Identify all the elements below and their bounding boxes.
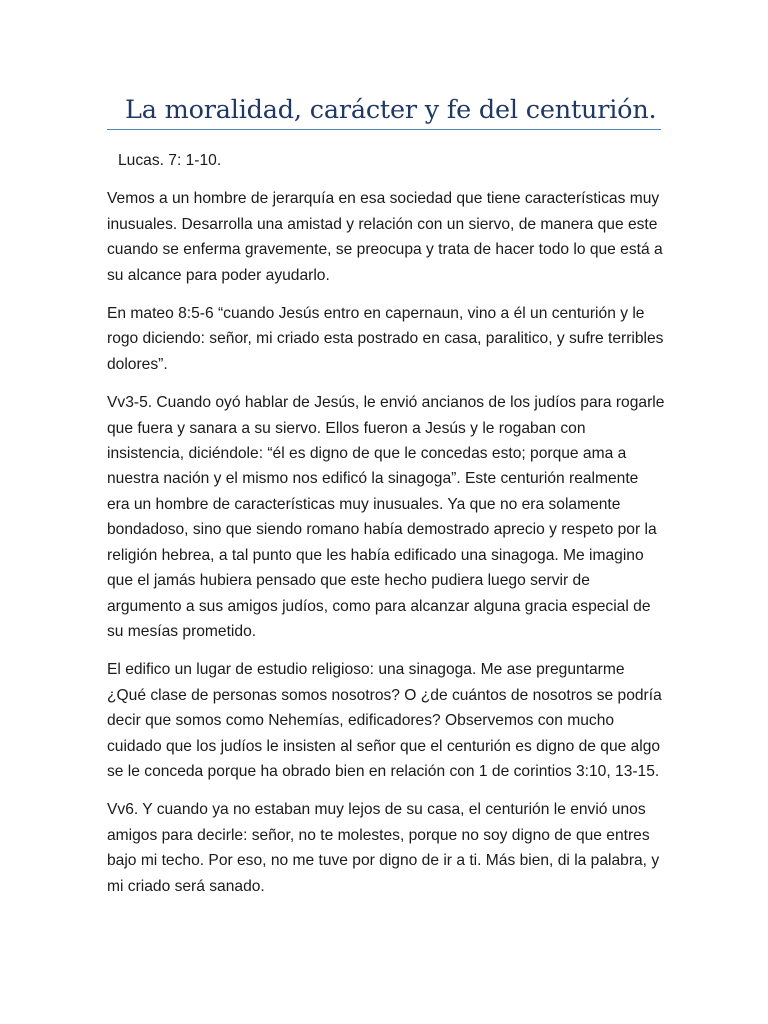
page-title: La moralidad, carácter y fe del centurión. (125, 95, 657, 125)
paragraph-1: Vemos a un hombre de jerarquía en esa sociedad que tiene características muy inusuales. Desarrolla una amistad y relación con un siervo, de manera que este cuando se enferma gravemente, se preocupa y trata de hacer todo lo que está a su alcance para poder ayudarlo. (107, 190, 663, 284)
title-underline-divider (107, 129, 661, 130)
scripture-reference: Lucas. 7: 1-10. (118, 152, 222, 169)
paragraph-2: En mateo 8:5-6 “cuando Jesús entro en capernaun, vino a él un centurión y le rogo diciendo: señor, mi criado esta postrado en casa, paralitico, y sufre terribles dolores”. (107, 305, 664, 373)
document-body (107, 148, 665, 912)
paragraph-4: El edifico un lugar de estudio religioso: una sinagoga. Me ase preguntarme ¿Qué clase de personas somos nosotros? O ¿de cuántos de nosotros se podría decir que somos como Nehemías, edificadores? Observemos con mucho cuidado que los judíos le insisten al señor que el centurión es digno de que algo se le conceda porque ha obrado bien en relación con 1 de corintios 3:10, 13-15. (107, 661, 662, 780)
paragraph-3: Vv3-5. Cuando oyó hablar de Jesús, le envió ancianos de los judíos para rogarle que fuera y sanara a su siervo. Ellos fueron a Jesús y le rogaban con insistencia, diciéndole: “él es digno de que le concedas esto; porque ama a nuestra nación y el mismo nos edificó la sinagoga”. Este centurión realmente era un hombre de características muy inusuales. Ya que no era solamente bondadoso, sino que siendo romano había demostrado aprecio y respeto por la religión hebrea, a tal punto que les había edificado una sinagoga. Me imagino que el jamás hubiera pensado que este hecho pudiera luego servir de argumento a sus amigos judíos, como para alcanzar alguna gracia especial de su mesías prometido. (107, 394, 665, 640)
paragraph-5: Vv6. Y cuando ya no estaban muy lejos de su casa, el centurión le envió unos amigos para decirle: señor, no te molestes, porque no soy digno de que entres bajo mi techo. Por eso, no me tuve por digno de ir a ti. Más bien, di la palabra, y mi criado será sanado. (107, 801, 660, 895)
